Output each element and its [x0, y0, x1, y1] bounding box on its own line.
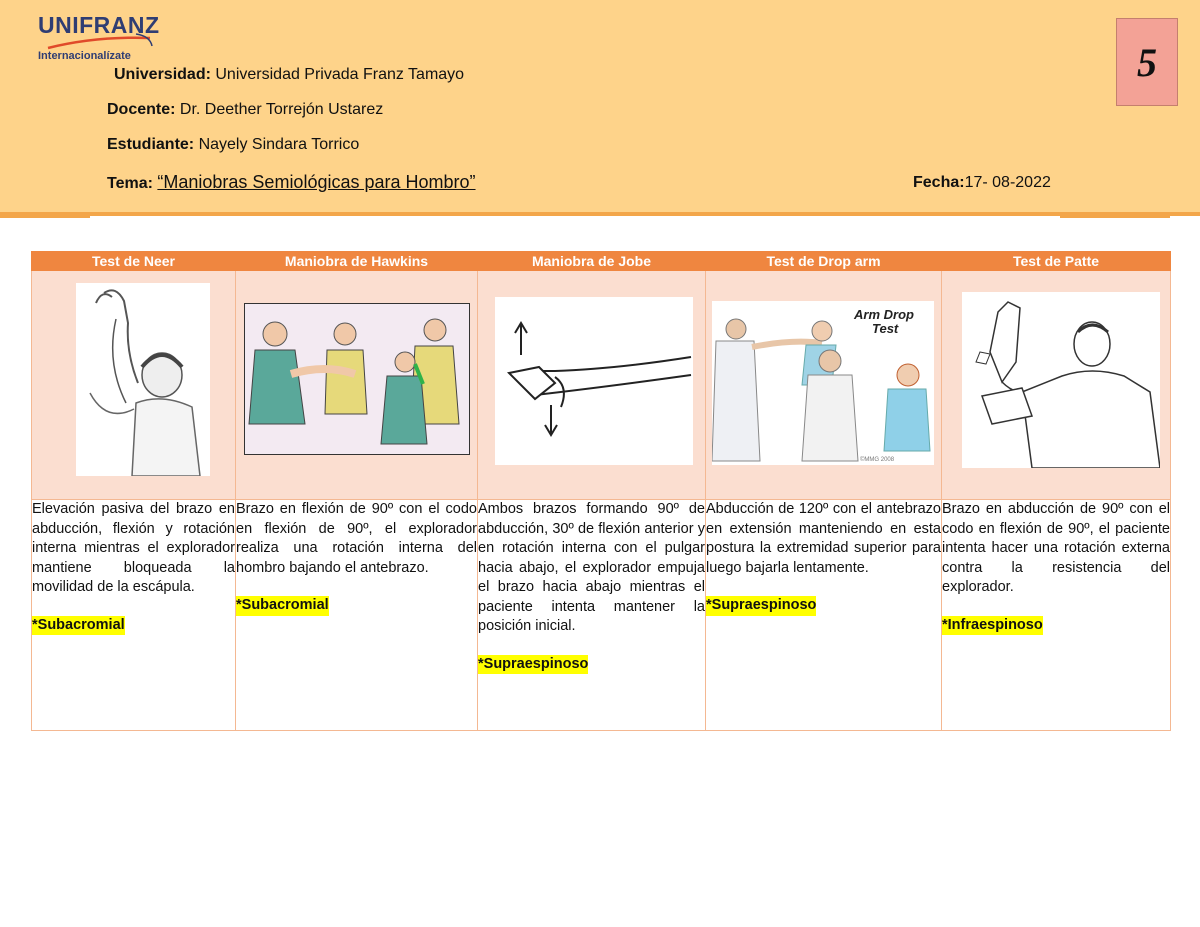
description-text: Brazo en abducción de 90º con el codo en flexión de 90º, el paciente intenta hacer una rotación externa contra la resistencia del explorador.: [942, 501, 1170, 595]
universidad-value: Universidad Privada Franz Tamayo: [215, 66, 465, 83]
universidad-label: Universidad:: [114, 66, 211, 83]
fecha-line: [913, 174, 1051, 192]
drop-arm-copyright: ©MMG 2008: [860, 457, 895, 463]
description-cell-hawkins: [236, 500, 478, 731]
highlight-label: *Supraespinoso: [478, 655, 588, 675]
column-header: Test de Patte: [942, 252, 1171, 271]
image-cell-hawkins: [236, 271, 478, 500]
description-cell-neer: [32, 500, 236, 731]
hawkins-illustration: [244, 303, 470, 455]
header-divider-accent-left: [0, 216, 90, 218]
tema-line: [107, 172, 476, 193]
logo-swoosh-icon: [46, 32, 156, 52]
fecha-value: 17- 08-2022: [964, 174, 1051, 191]
image-cell-jobe: [478, 271, 706, 500]
universidad-line: [114, 66, 464, 84]
highlight-label: *Subacromial: [236, 596, 329, 616]
fecha-label: Fecha:: [913, 174, 965, 191]
maneuvers-table: [31, 251, 1171, 731]
logo-name: UNIFRANZ: [38, 12, 160, 38]
estudiante-value: Nayely Sindara Torrico: [198, 136, 360, 153]
image-cell-drop-arm: [706, 271, 942, 500]
column-header: Test de Drop arm: [706, 252, 942, 271]
highlight-label: *Infraespinoso: [942, 616, 1043, 636]
docente-label: Docente:: [107, 101, 176, 118]
header-divider: [0, 212, 1200, 216]
table-header-row: [32, 252, 1171, 271]
drop-arm-title-2: Test: [872, 321, 899, 336]
jobe-illustration: [495, 297, 693, 465]
image-row: [32, 271, 1171, 500]
docente-line: [107, 101, 383, 119]
tema-label: Tema:: [107, 175, 153, 192]
description-text: Abducción de 120º con el antebrazo en extensión manteniendo en esta postura la extremidad superior para luego bajarla lentamente.: [706, 501, 941, 576]
neer-illustration: [76, 283, 210, 476]
description-text: Ambos brazos formando 90º de abducción, 30º de flexión anterior y en rotación interna con el pulgar hacia abajo, el explorador empuja el brazo hacia abajo mientras el paciente intenta mantener la posición inicial.: [478, 501, 705, 634]
estudiante-line: [107, 136, 359, 154]
image-cell-patte: [942, 271, 1171, 500]
tema-value: “Maniobras Semiológicas para Hombro”: [157, 172, 476, 192]
column-header: Test de Neer: [32, 252, 236, 271]
unifranz-logo: [38, 10, 158, 66]
description-text: Elevación pasiva del brazo en abducción, flexión y rotación interna mientras el explorador mantiene bloqueada la movilidad de la escápula.: [32, 501, 235, 595]
estudiante-label: Estudiante:: [107, 136, 195, 153]
drop-arm-title-1: Arm Drop: [854, 307, 914, 322]
image-cell-neer: [32, 271, 236, 500]
page-number-badge: 5: [1116, 18, 1178, 106]
header-divider-accent: [1060, 215, 1170, 218]
logo-tagline: Internacionalízate: [38, 50, 131, 62]
description-row: [32, 500, 1171, 731]
description-cell-drop-arm: [706, 500, 942, 731]
column-header: Maniobra de Hawkins: [236, 252, 478, 271]
description-cell-jobe: [478, 500, 706, 731]
patte-illustration: [962, 292, 1160, 468]
description-text: Brazo en flexión de 90º con el codo en flexión de 90º, el explorador realiza una rotación interna del hombro bajando el antebrazo.: [236, 501, 477, 576]
column-header: Maniobra de Jobe: [478, 252, 706, 271]
highlight-label: *Subacromial: [32, 616, 125, 636]
description-cell-patte: [942, 500, 1171, 731]
docente-value: Dr. Deether Torrejón Ustarez: [179, 101, 384, 118]
drop-arm-illustration: [712, 301, 934, 465]
highlight-label: *Supraespinoso: [706, 596, 816, 616]
